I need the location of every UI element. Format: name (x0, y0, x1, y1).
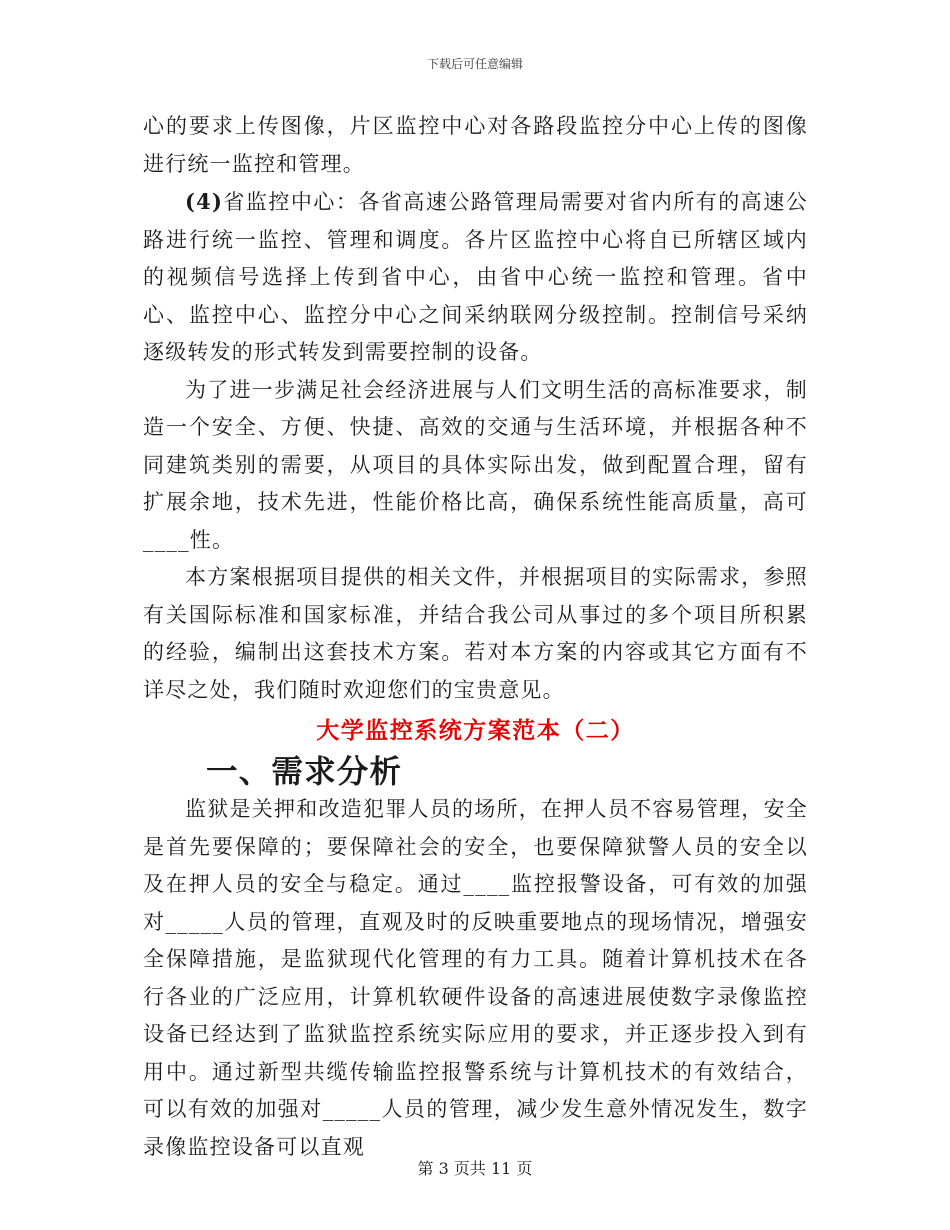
paragraph-2-number: (4) (185, 189, 224, 214)
paragraph-2-text: 省监控中心：各省高速公路管理局需要对省内所有的高速公路进行统一监控、管理和调度。各片区监控中心将自已所辖区域内的视频信号选择上传到省中心，由省中心统一监控和管理。省中心、监控中心、监控分中心之间采纳联网分级控制。控制信号采纳逐级转发的形式转发到需要控制的设备。 (143, 190, 808, 364)
paragraph-1: 心的要求上传图像，片区监控中心对各路段监控分中心上传的图像进行统一监控和管理。 (143, 114, 808, 176)
paragraph-3: 为了进一步满足社会经济进展与人们文明生活的高标准要求，制造一个安全、方便、快捷、高效的交通与生活环境，并根据各种不同建筑类别的需要，从项目的具体实际出发，做到配置合理，留有扩展余地，技术先进，性能价格比高，确保系统性能高质量，高可____性。 (143, 377, 808, 552)
document-title: 大学监控系统方案范本（二） (316, 717, 635, 744)
section-heading: 一、需求分析 (206, 753, 403, 790)
page-footer: 第 3 页共 11 页 (417, 1159, 533, 1178)
document-body (143, 108, 808, 1166)
paragraph-2 (143, 183, 808, 372)
paragraph-5: 监狱是关押和改造犯罪人员的场所，在押人员不容易管理，安全是首先要保障的；要保障社会的安全，也要保障狱警人员的安全以及在押人员的安全与稳定。通过____监控报警设备，可有效的加强对_____人员的管理，直观及时的反映重要地点的现场情况，增强安全保障措施，是监狱现代化管理的有力工具。随着计算机技术在各行各业的广泛应用，计算机软硬件设备的高速进展使数字录像监控设备已经达到了监狱监控系统实际应用的要求，并正逐步投入到有用中。通过新型共缆传输监控报警系统与计算机技术的有效结合，可以有效的加强对_____人员的管理，减少发生意外情况发生，数字录像监控设备可以直观 (143, 797, 808, 1159)
paragraph-4: 本方案根据项目提供的相关文件，并根据项目的实际需求，参照有关国际标准和国家标准，并结合我公司从事过的多个项目所积累的经验，编制出这套技术方案。若对本方案的内容或其它方面有不详尽之处，我们随时欢迎您们的宝贵意见。 (143, 565, 808, 702)
page-header: 下载后可任意编辑 (426, 57, 523, 71)
